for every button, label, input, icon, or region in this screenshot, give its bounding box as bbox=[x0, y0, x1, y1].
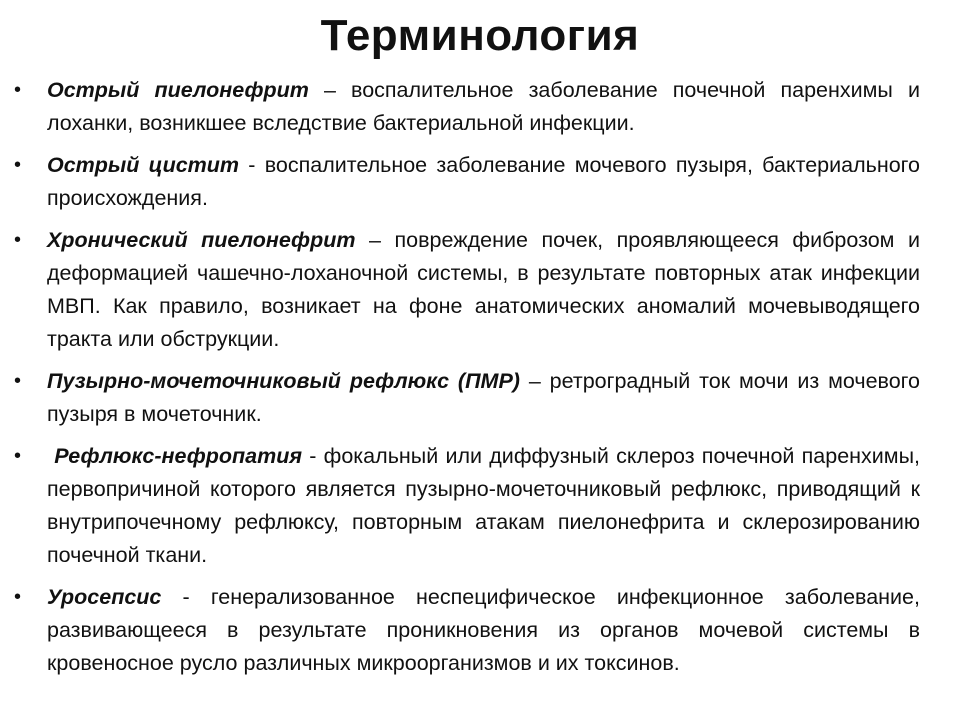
term-label: Рефлюкс-нефропатия bbox=[54, 444, 303, 468]
list-item bbox=[14, 440, 920, 572]
bullet-icon: • bbox=[14, 445, 22, 467]
term-definition: - фокальный или диффузный склероз почечной паренхимы, первопричиной которого является пузырно-мочеточниковый рефлюкс, приводящий к внутрипочечному рефлюксу, повторным атакам пиелонефрита и склерозированию почечной ткани. bbox=[47, 444, 921, 567]
list-item bbox=[14, 74, 920, 140]
bullet-icon: • bbox=[14, 229, 22, 251]
term-definition: - воспалительное заболевание мочевого пузыря, бактериального происхождения. bbox=[47, 153, 920, 210]
list-item bbox=[14, 581, 920, 680]
list-item bbox=[14, 365, 920, 431]
term-label: Уросепсис bbox=[47, 585, 162, 609]
bullet-icon: • bbox=[14, 154, 22, 176]
list-item bbox=[14, 224, 920, 356]
bullet-icon: • bbox=[14, 586, 22, 608]
term-definition: – повреждение почек, проявляющееся фиброзом и деформацией чашечно-лоханочной системы, в результате повторных атак инфекции МВП. Как правило, возникает на фоне анатомических аномалий мочевыводящего тракта или обструкции. bbox=[47, 228, 920, 351]
term-label: Острый цистит bbox=[47, 153, 240, 177]
term-definition: – ретроградный ток мочи из мочевого пузыря в мочеточник. bbox=[47, 369, 920, 426]
term-label: Пузырно-мочеточниковый рефлюкс (ПМР) bbox=[47, 369, 520, 393]
term-label: Острый пиелонефрит bbox=[47, 78, 309, 102]
slide-title: Терминология bbox=[320, 11, 640, 60]
list-item bbox=[14, 149, 920, 215]
bullet-icon: • bbox=[14, 370, 22, 392]
term-definition: - генерализованное неспецифическое инфекционное заболевание, развивающееся в результате проникновения из органов мочевой системы в кровеносное русло различных микроорганизмов и их токсинов. bbox=[47, 585, 920, 675]
bullet-icon: • bbox=[14, 79, 22, 101]
term-definition: – воспалительное заболевание почечной паренхимы и лоханки, возникшее вследствие бактериальной инфекции. bbox=[47, 78, 920, 135]
term-label: Хронический пиелонефрит bbox=[47, 228, 356, 252]
terms-list bbox=[14, 74, 920, 689]
